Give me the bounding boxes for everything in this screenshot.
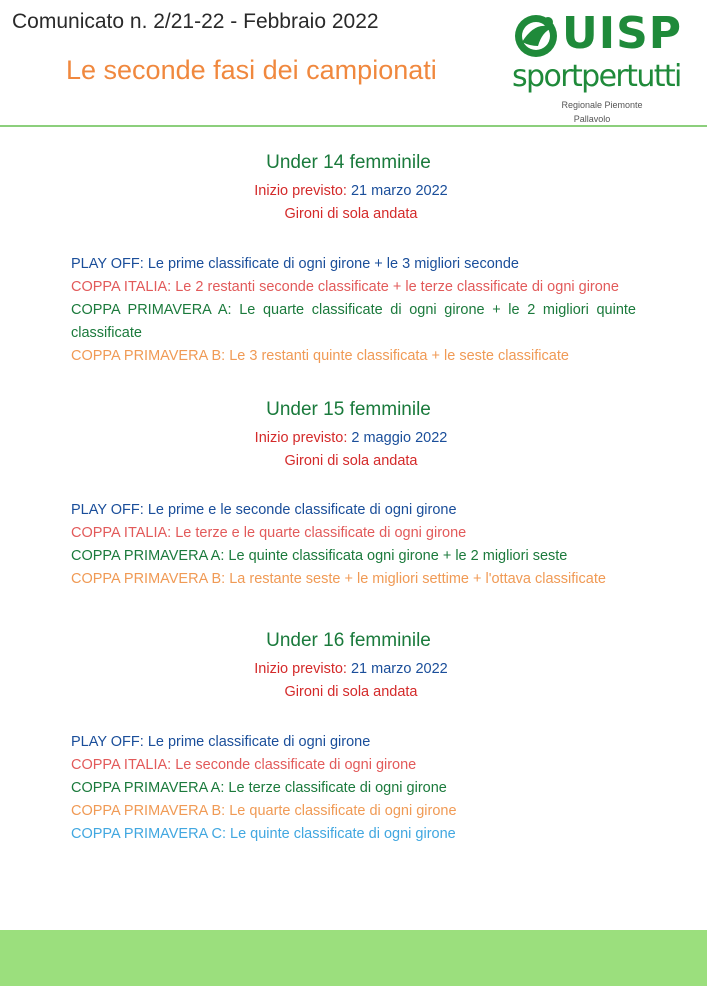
list-item <box>71 253 636 276</box>
start-date-line <box>0 427 707 450</box>
section-under-16 <box>0 628 707 704</box>
item-label: COPPA ITALIA: <box>71 525 172 541</box>
header-divider <box>0 125 707 127</box>
start-label: Inizio previsto: <box>254 661 347 677</box>
item-text: Le 2 restanti seconde classificate + le terze classificate di ogni girone <box>175 279 619 295</box>
item-text: Le quinte classificate di ogni girone <box>230 826 456 842</box>
item-label: PLAY OFF: <box>71 734 144 750</box>
list-item <box>71 777 636 800</box>
phase-list-under-14 <box>71 253 636 368</box>
item-text: Le prime e le seconde classificate di ogni girone <box>147 502 457 518</box>
format-line: Gironi di sola andata <box>284 206 418 222</box>
phase-list-under-15 <box>71 499 636 591</box>
section-under-15 <box>0 397 707 473</box>
document-title: Comunicato n. 2/21-22 - Febbraio 2022 <box>12 10 379 33</box>
item-label: PLAY OFF: <box>71 256 144 272</box>
item-label: COPPA PRIMAVERA A: <box>71 548 225 564</box>
format-line: Gironi di sola andata <box>284 684 418 700</box>
start-label: Inizio previsto: <box>254 430 348 446</box>
start-date-line <box>0 658 707 681</box>
section-title: Under 16 femminile <box>266 630 431 651</box>
item-label: COPPA PRIMAVERA A: <box>71 302 232 318</box>
item-text: Le quinte classificata ogni girone + le 2 migliori seste <box>228 548 568 564</box>
document-subtitle: Le seconde fasi dei campionati <box>66 55 437 85</box>
footer-band <box>0 930 707 986</box>
format-line: Gironi di sola andata <box>284 453 418 469</box>
section-under-14 <box>0 150 707 226</box>
uisp-logo <box>512 8 692 126</box>
list-item <box>71 800 636 823</box>
item-label: COPPA PRIMAVERA B: <box>71 803 226 819</box>
list-item <box>71 345 636 368</box>
list-item <box>71 754 636 777</box>
item-text: Le terze e le quarte classificate di ogni girone <box>175 525 467 541</box>
list-item <box>71 823 636 846</box>
start-date-line <box>0 180 707 203</box>
logo-discipline: Pallavolo <box>573 114 611 124</box>
item-label: COPPA ITALIA: <box>71 279 172 295</box>
list-item <box>71 499 636 522</box>
item-label: COPPA PRIMAVERA C: <box>71 826 226 842</box>
item-text: Le quarte classificate di ogni girone + le 2 migliori quinte classificate <box>71 302 636 341</box>
start-date: 21 marzo 2022 <box>350 183 448 199</box>
item-text: Le 3 restanti quinte classificata + le seste classificate <box>229 348 569 364</box>
logo-wordmark: UISP <box>562 8 683 59</box>
logo-tagline: sportpertutti <box>512 59 681 94</box>
start-date: 2 maggio 2022 <box>351 430 448 446</box>
item-text: Le prime classificate di ogni girone <box>147 734 371 750</box>
item-label: COPPA PRIMAVERA B: <box>71 571 226 587</box>
uisp-emblem-icon <box>512 12 564 60</box>
section-title: Under 14 femminile <box>266 152 431 173</box>
list-item <box>71 522 636 545</box>
phase-list-under-16 <box>71 731 636 846</box>
list-item <box>71 545 636 568</box>
list-item <box>71 299 636 345</box>
logo-top <box>512 8 692 64</box>
start-date: 21 marzo 2022 <box>350 661 448 677</box>
section-title: Under 15 femminile <box>266 399 431 420</box>
item-text: Le seconde classificate di ogni girone <box>175 757 417 773</box>
item-label: COPPA PRIMAVERA A: <box>71 780 225 796</box>
item-label: COPPA ITALIA: <box>71 757 172 773</box>
item-text: Le prime classificate di ogni girone + le 3 migliori seconde <box>147 256 519 272</box>
item-text: Le quarte classificate di ogni girone <box>229 803 457 819</box>
list-item <box>71 276 636 299</box>
logo-region: Regionale Piemonte <box>561 100 643 110</box>
item-text: La restante seste + le migliori settime + l'ottava classificate <box>229 571 606 587</box>
list-item <box>71 568 636 591</box>
item-label: COPPA PRIMAVERA B: <box>71 348 226 364</box>
start-label: Inizio previsto: <box>254 183 347 199</box>
item-label: PLAY OFF: <box>71 502 144 518</box>
item-text: Le terze classificate di ogni girone <box>228 780 447 796</box>
list-item <box>71 731 636 754</box>
